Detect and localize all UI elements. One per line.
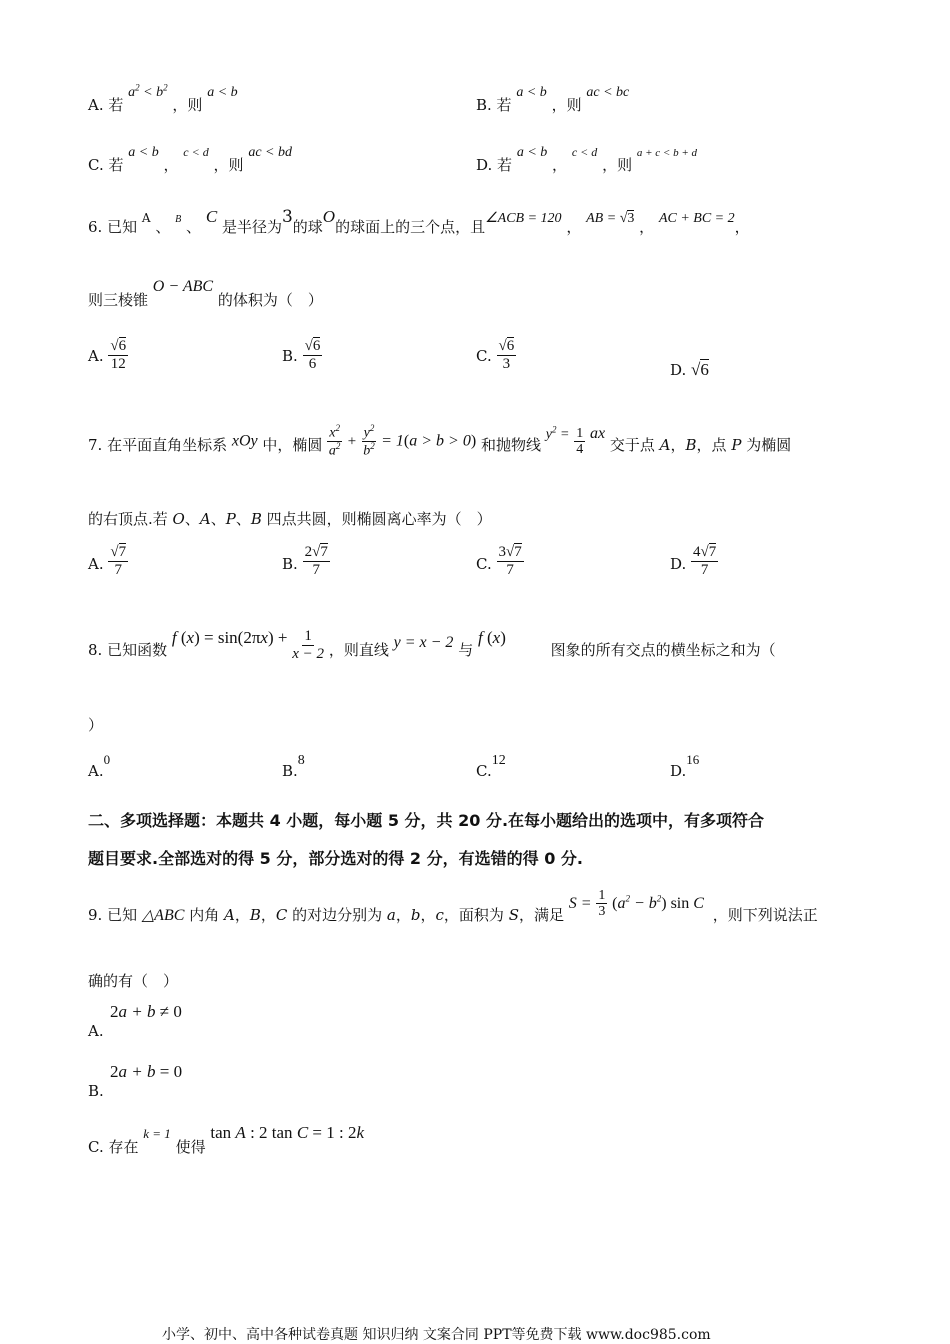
q7-stem-line1: 7. 在平面直角坐标系 xOy 中，椭圆 $\frac{x^2}{a^2}$ + $\frac{y^2}{b^2}$ = 1(a > b > 0) 和抛物线 $y^2$ = $\frac{1}{4}$ ax 交于点 A，B，点 P 为椭圆 — [88, 423, 792, 459]
q5-option-b: B. 若 a < b ，则 ac < bc — [476, 85, 630, 114]
q9-option-a: 2a + b ≠ 0 A. — [88, 1002, 182, 1040]
q5-option-c: C. 若 a < b ， c < d ，则 ac < bd — [88, 145, 292, 174]
q8-stem-line2: ） — [88, 716, 104, 734]
q6-stem-line2: 则三棱锥 O − ABC 的体积为（ ） — [88, 278, 323, 309]
q8-option-d: D.16 — [670, 752, 700, 780]
q9-option-b: 2a + b = 0 B. — [88, 1062, 183, 1100]
q7-stem-line2: 的右顶点.若 O、A、P、B 四点共圆，则椭圆离心率为（ ） — [88, 510, 492, 528]
q8-stem-line1: 8. 已知函数 f (x) = sin(2πx) + $\frac{1}{x - 2}$ ，则直线 y = x − 2 与 f (x) 图象的所有交点的横坐标之和为（ — [88, 628, 776, 662]
q6-option-b: B. $\frac{√6}{6}$ — [282, 338, 321, 372]
q7-option-b: B. $\frac{2√7}{7}$ — [282, 544, 328, 578]
q6-option-d: D. √6 — [670, 360, 709, 379]
q6-option-c: C. $\frac{√6}{3}$ — [476, 338, 515, 372]
page-footer: 小学、初中、高中各种试卷真题 知识归纳 文案合同 PPT等免费下载 www.doc985.com — [162, 1327, 711, 1343]
q8-option-b: B.8 — [282, 753, 305, 780]
q6-option-a: A. $\frac{√6}{12}$ — [88, 338, 127, 372]
q8-option-c: C.12 — [476, 753, 506, 780]
section-heading-line2: 题目要求.全部选对的得 5 分，部分选对的得 2 分，有选错的得 0 分. — [88, 849, 583, 868]
q9-stem-line1: 9. 已知 △ABC 内角 A，B，C 的对边分别为 a，b，c，面积为 S，满足 S = $\frac{1}{3}$ $(a^2 - b^2)$ sin C ，则下列说法正 — [88, 888, 818, 924]
q5-option-a: A. 若 $a^2 < b^2$ ，则 a < b — [88, 82, 238, 114]
section-heading-line1: 二、多项选择题：本题共 4 小题，每小题 5 分，共 20 分.在每小题给出的选项中，有多项符合 — [88, 811, 765, 830]
q7-option-a: A. $\frac{√7}{7}$ — [88, 544, 127, 578]
q9-stem-line2: 确的有（ ） — [88, 972, 179, 990]
q8-option-a: A.0 — [88, 752, 111, 780]
q5-option-d: D. 若 a < b ， c < d ，则 a + c < b + d — [476, 145, 698, 174]
q7-option-c: C. $\frac{3√7}{7}$ — [476, 544, 522, 578]
q9-option-c: C. 存在 k = 1 使得 tan A : 2 tan C = 1 : 2k — [88, 1123, 365, 1156]
q6-stem-line1: 6. 已知 A 、 B 、 C 是半径为3的球O的球面上的三个点，且∠ACB = 120 ， AB = √3 ， AC + BC = 2， — [88, 207, 750, 236]
q7-option-d: D. $\frac{4√7}{7}$ — [670, 544, 717, 578]
